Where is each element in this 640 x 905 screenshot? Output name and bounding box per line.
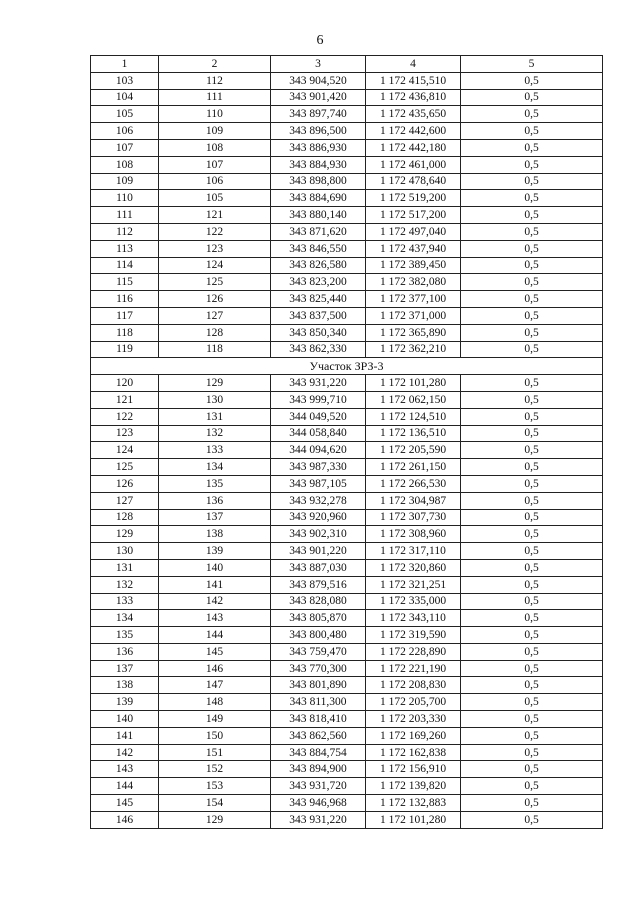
source-point-cell: 150 [159, 727, 271, 744]
table-row [91, 89, 603, 106]
accuracy-cell: 0,5 [461, 341, 603, 358]
x-coordinate-cell: 343 901,420 [271, 89, 366, 106]
table-row [91, 593, 603, 610]
source-point-cell: 107 [159, 156, 271, 173]
table-row [91, 425, 603, 442]
accuracy-cell: 0,5 [461, 593, 603, 610]
point-number-cell: 129 [91, 526, 159, 543]
table-row [91, 727, 603, 744]
point-number-cell: 108 [91, 156, 159, 173]
point-number-cell: 143 [91, 761, 159, 778]
table-row [91, 72, 603, 89]
accuracy-cell: 0,5 [461, 307, 603, 324]
y-coordinate-cell: 1 172 307,730 [366, 509, 461, 526]
table-row [91, 778, 603, 795]
x-coordinate-cell: 343 879,516 [271, 576, 366, 593]
point-number-cell: 113 [91, 240, 159, 257]
point-number-cell: 105 [91, 106, 159, 123]
page-number: 6 [316, 33, 324, 48]
source-point-cell: 142 [159, 593, 271, 610]
x-coordinate-cell: 343 850,340 [271, 324, 366, 341]
x-coordinate-cell: 343 884,690 [271, 190, 366, 207]
y-coordinate-cell: 1 172 205,590 [366, 442, 461, 459]
table-row [91, 492, 603, 509]
x-coordinate-cell: 343 884,930 [271, 156, 366, 173]
table-row [91, 391, 603, 408]
point-number-cell: 132 [91, 576, 159, 593]
point-number-cell: 141 [91, 727, 159, 744]
point-number-cell: 137 [91, 660, 159, 677]
table-row [91, 761, 603, 778]
table-row [91, 223, 603, 240]
y-coordinate-cell: 1 172 382,080 [366, 274, 461, 291]
source-point-cell: 143 [159, 610, 271, 627]
y-coordinate-cell: 1 172 169,260 [366, 727, 461, 744]
x-coordinate-cell: 343 811,300 [271, 694, 366, 711]
table-row [91, 408, 603, 425]
accuracy-cell: 0,5 [461, 795, 603, 812]
accuracy-cell: 0,5 [461, 375, 603, 392]
x-coordinate-cell: 343 901,220 [271, 543, 366, 560]
source-point-cell: 124 [159, 257, 271, 274]
y-coordinate-cell: 1 172 101,280 [366, 375, 461, 392]
table-row [91, 576, 603, 593]
section-title: Участок ЗРЗ-3 [91, 358, 603, 375]
y-coordinate-cell: 1 172 162,838 [366, 744, 461, 761]
y-coordinate-cell: 1 172 461,000 [366, 156, 461, 173]
x-coordinate-cell: 343 897,740 [271, 106, 366, 123]
point-number-cell: 139 [91, 694, 159, 711]
y-coordinate-cell: 1 172 261,150 [366, 459, 461, 476]
point-number-cell: 103 [91, 72, 159, 89]
accuracy-cell: 0,5 [461, 459, 603, 476]
y-coordinate-cell: 1 172 062,150 [366, 391, 461, 408]
x-coordinate-cell: 343 826,580 [271, 257, 366, 274]
table-row [91, 106, 603, 123]
column-header: 5 [461, 56, 603, 73]
table-row [91, 459, 603, 476]
table-row [91, 694, 603, 711]
source-point-cell: 127 [159, 307, 271, 324]
point-number-cell: 127 [91, 492, 159, 509]
accuracy-cell: 0,5 [461, 475, 603, 492]
point-number-cell: 111 [91, 207, 159, 224]
point-number-cell: 145 [91, 795, 159, 812]
point-number-cell: 138 [91, 677, 159, 694]
table-row [91, 475, 603, 492]
accuracy-cell: 0,5 [461, 106, 603, 123]
source-point-cell: 147 [159, 677, 271, 694]
accuracy-cell: 0,5 [461, 190, 603, 207]
accuracy-cell: 0,5 [461, 223, 603, 240]
point-number-cell: 116 [91, 291, 159, 308]
source-point-cell: 152 [159, 761, 271, 778]
source-point-cell: 135 [159, 475, 271, 492]
accuracy-cell: 0,5 [461, 711, 603, 728]
accuracy-cell: 0,5 [461, 694, 603, 711]
column-header: 1 [91, 56, 159, 73]
accuracy-cell: 0,5 [461, 509, 603, 526]
source-point-cell: 133 [159, 442, 271, 459]
y-coordinate-cell: 1 172 228,890 [366, 643, 461, 660]
point-number-cell: 118 [91, 324, 159, 341]
accuracy-cell: 0,5 [461, 442, 603, 459]
table-row [91, 291, 603, 308]
accuracy-cell: 0,5 [461, 643, 603, 660]
x-coordinate-cell: 343 805,870 [271, 610, 366, 627]
source-point-cell: 148 [159, 694, 271, 711]
source-point-cell: 134 [159, 459, 271, 476]
column-header: 3 [271, 56, 366, 73]
x-coordinate-cell: 343 828,080 [271, 593, 366, 610]
source-point-cell: 111 [159, 89, 271, 106]
point-number-cell: 104 [91, 89, 159, 106]
accuracy-cell: 0,5 [461, 811, 603, 828]
table-row [91, 677, 603, 694]
accuracy-cell: 0,5 [461, 240, 603, 257]
y-coordinate-cell: 1 172 435,650 [366, 106, 461, 123]
y-coordinate-cell: 1 172 377,100 [366, 291, 461, 308]
y-coordinate-cell: 1 172 266,530 [366, 475, 461, 492]
point-number-cell: 109 [91, 173, 159, 190]
accuracy-cell: 0,5 [461, 543, 603, 560]
y-coordinate-cell: 1 172 139,820 [366, 778, 461, 795]
accuracy-cell: 0,5 [461, 257, 603, 274]
source-point-cell: 123 [159, 240, 271, 257]
x-coordinate-cell: 344 094,620 [271, 442, 366, 459]
y-coordinate-cell: 1 172 205,700 [366, 694, 461, 711]
accuracy-cell: 0,5 [461, 156, 603, 173]
y-coordinate-cell: 1 172 478,640 [366, 173, 461, 190]
table-row [91, 610, 603, 627]
table-row [91, 543, 603, 560]
x-coordinate-cell: 343 871,620 [271, 223, 366, 240]
x-coordinate-cell: 343 800,480 [271, 627, 366, 644]
y-coordinate-cell: 1 172 319,590 [366, 627, 461, 644]
accuracy-cell: 0,5 [461, 727, 603, 744]
point-number-cell: 120 [91, 375, 159, 392]
point-number-cell: 135 [91, 627, 159, 644]
table-row [91, 190, 603, 207]
table-row [91, 123, 603, 140]
point-number-cell: 115 [91, 274, 159, 291]
x-coordinate-cell: 343 862,330 [271, 341, 366, 358]
table-row [91, 711, 603, 728]
table-row [91, 341, 603, 358]
x-coordinate-cell: 343 823,200 [271, 274, 366, 291]
point-number-cell: 134 [91, 610, 159, 627]
accuracy-cell: 0,5 [461, 610, 603, 627]
x-coordinate-cell: 343 886,930 [271, 139, 366, 156]
accuracy-cell: 0,5 [461, 660, 603, 677]
source-point-cell: 138 [159, 526, 271, 543]
accuracy-cell: 0,5 [461, 408, 603, 425]
source-point-cell: 122 [159, 223, 271, 240]
y-coordinate-cell: 1 172 335,000 [366, 593, 461, 610]
column-header: 2 [159, 56, 271, 73]
table-row [91, 207, 603, 224]
source-point-cell: 137 [159, 509, 271, 526]
y-coordinate-cell: 1 172 442,600 [366, 123, 461, 140]
source-point-cell: 140 [159, 559, 271, 576]
x-coordinate-cell: 343 884,754 [271, 744, 366, 761]
y-coordinate-cell: 1 172 415,510 [366, 72, 461, 89]
point-number-cell: 130 [91, 543, 159, 560]
source-point-cell: 154 [159, 795, 271, 812]
source-point-cell: 151 [159, 744, 271, 761]
y-coordinate-cell: 1 172 343,110 [366, 610, 461, 627]
accuracy-cell: 0,5 [461, 291, 603, 308]
point-number-cell: 131 [91, 559, 159, 576]
x-coordinate-cell: 343 904,520 [271, 72, 366, 89]
table-row [91, 643, 603, 660]
point-number-cell: 119 [91, 341, 159, 358]
table-row [91, 257, 603, 274]
table-row [91, 324, 603, 341]
y-coordinate-cell: 1 172 208,830 [366, 677, 461, 694]
source-point-cell: 132 [159, 425, 271, 442]
x-coordinate-cell: 343 880,140 [271, 207, 366, 224]
point-number-cell: 123 [91, 425, 159, 442]
table-row [91, 811, 603, 828]
y-coordinate-cell: 1 172 308,960 [366, 526, 461, 543]
point-number-cell: 140 [91, 711, 159, 728]
accuracy-cell: 0,5 [461, 207, 603, 224]
accuracy-cell: 0,5 [461, 492, 603, 509]
accuracy-cell: 0,5 [461, 173, 603, 190]
x-coordinate-cell: 343 946,968 [271, 795, 366, 812]
source-point-cell: 145 [159, 643, 271, 660]
y-coordinate-cell: 1 172 101,280 [366, 811, 461, 828]
y-coordinate-cell: 1 172 365,890 [366, 324, 461, 341]
accuracy-cell: 0,5 [461, 761, 603, 778]
y-coordinate-cell: 1 172 371,000 [366, 307, 461, 324]
x-coordinate-cell: 343 987,105 [271, 475, 366, 492]
x-coordinate-cell: 344 058,840 [271, 425, 366, 442]
table-row [91, 274, 603, 291]
table-header-row [91, 56, 603, 73]
source-point-cell: 129 [159, 811, 271, 828]
source-point-cell: 136 [159, 492, 271, 509]
source-point-cell: 125 [159, 274, 271, 291]
x-coordinate-cell: 343 987,330 [271, 459, 366, 476]
y-coordinate-cell: 1 172 437,940 [366, 240, 461, 257]
y-coordinate-cell: 1 172 156,910 [366, 761, 461, 778]
y-coordinate-cell: 1 172 304,987 [366, 492, 461, 509]
x-coordinate-cell: 343 846,550 [271, 240, 366, 257]
table-row [91, 526, 603, 543]
accuracy-cell: 0,5 [461, 559, 603, 576]
point-number-cell: 107 [91, 139, 159, 156]
point-number-cell: 125 [91, 459, 159, 476]
x-coordinate-cell: 343 896,500 [271, 123, 366, 140]
source-point-cell: 109 [159, 123, 271, 140]
accuracy-cell: 0,5 [461, 324, 603, 341]
table-row [91, 139, 603, 156]
table-row [91, 559, 603, 576]
source-point-cell: 141 [159, 576, 271, 593]
source-point-cell: 131 [159, 408, 271, 425]
point-number-cell: 112 [91, 223, 159, 240]
accuracy-cell: 0,5 [461, 274, 603, 291]
accuracy-cell: 0,5 [461, 72, 603, 89]
y-coordinate-cell: 1 172 221,190 [366, 660, 461, 677]
point-number-cell: 122 [91, 408, 159, 425]
y-coordinate-cell: 1 172 321,251 [366, 576, 461, 593]
point-number-cell: 144 [91, 778, 159, 795]
y-coordinate-cell: 1 172 497,040 [366, 223, 461, 240]
y-coordinate-cell: 1 172 203,330 [366, 711, 461, 728]
point-number-cell: 136 [91, 643, 159, 660]
source-point-cell: 105 [159, 190, 271, 207]
accuracy-cell: 0,5 [461, 627, 603, 644]
accuracy-cell: 0,5 [461, 123, 603, 140]
source-point-cell: 110 [159, 106, 271, 123]
y-coordinate-cell: 1 172 519,200 [366, 190, 461, 207]
source-point-cell: 149 [159, 711, 271, 728]
source-point-cell: 153 [159, 778, 271, 795]
source-point-cell: 128 [159, 324, 271, 341]
accuracy-cell: 0,5 [461, 778, 603, 795]
point-number-cell: 121 [91, 391, 159, 408]
source-point-cell: 126 [159, 291, 271, 308]
source-point-cell: 146 [159, 660, 271, 677]
y-coordinate-cell: 1 172 320,860 [366, 559, 461, 576]
source-point-cell: 108 [159, 139, 271, 156]
column-header: 4 [366, 56, 461, 73]
x-coordinate-cell: 343 999,710 [271, 391, 366, 408]
table-row [91, 375, 603, 392]
point-number-cell: 146 [91, 811, 159, 828]
x-coordinate-cell: 343 932,278 [271, 492, 366, 509]
source-point-cell: 139 [159, 543, 271, 560]
accuracy-cell: 0,5 [461, 89, 603, 106]
y-coordinate-cell: 1 172 136,510 [366, 425, 461, 442]
table-row [91, 795, 603, 812]
table-row [91, 307, 603, 324]
accuracy-cell: 0,5 [461, 526, 603, 543]
accuracy-cell: 0,5 [461, 576, 603, 593]
x-coordinate-cell: 343 920,960 [271, 509, 366, 526]
section-row [91, 358, 603, 375]
accuracy-cell: 0,5 [461, 677, 603, 694]
x-coordinate-cell: 343 759,470 [271, 643, 366, 660]
point-number-cell: 114 [91, 257, 159, 274]
y-coordinate-cell: 1 172 442,180 [366, 139, 461, 156]
table-row [91, 627, 603, 644]
source-point-cell: 130 [159, 391, 271, 408]
x-coordinate-cell: 343 898,800 [271, 173, 366, 190]
source-point-cell: 112 [159, 72, 271, 89]
x-coordinate-cell: 344 049,520 [271, 408, 366, 425]
x-coordinate-cell: 343 902,310 [271, 526, 366, 543]
table-row [91, 442, 603, 459]
accuracy-cell: 0,5 [461, 744, 603, 761]
source-point-cell: 118 [159, 341, 271, 358]
x-coordinate-cell: 343 770,300 [271, 660, 366, 677]
y-coordinate-cell: 1 172 436,810 [366, 89, 461, 106]
y-coordinate-cell: 1 172 362,210 [366, 341, 461, 358]
accuracy-cell: 0,5 [461, 425, 603, 442]
x-coordinate-cell: 343 862,560 [271, 727, 366, 744]
point-number-cell: 117 [91, 307, 159, 324]
y-coordinate-cell: 1 172 317,110 [366, 543, 461, 560]
table-row [91, 509, 603, 526]
point-number-cell: 124 [91, 442, 159, 459]
table-row [91, 660, 603, 677]
source-point-cell: 129 [159, 375, 271, 392]
x-coordinate-cell: 343 801,890 [271, 677, 366, 694]
y-coordinate-cell: 1 172 132,883 [366, 795, 461, 812]
x-coordinate-cell: 343 931,220 [271, 375, 366, 392]
x-coordinate-cell: 343 887,030 [271, 559, 366, 576]
y-coordinate-cell: 1 172 389,450 [366, 257, 461, 274]
x-coordinate-cell: 343 931,220 [271, 811, 366, 828]
point-number-cell: 133 [91, 593, 159, 610]
x-coordinate-cell: 343 818,410 [271, 711, 366, 728]
accuracy-cell: 0,5 [461, 139, 603, 156]
x-coordinate-cell: 343 894,900 [271, 761, 366, 778]
point-number-cell: 128 [91, 509, 159, 526]
table-row [91, 744, 603, 761]
y-coordinate-cell: 1 172 124,510 [366, 408, 461, 425]
table-row [91, 240, 603, 257]
source-point-cell: 106 [159, 173, 271, 190]
table-row [91, 173, 603, 190]
point-number-cell: 142 [91, 744, 159, 761]
coordinates-table [90, 55, 603, 829]
point-number-cell: 106 [91, 123, 159, 140]
y-coordinate-cell: 1 172 517,200 [366, 207, 461, 224]
x-coordinate-cell: 343 931,720 [271, 778, 366, 795]
table-row [91, 156, 603, 173]
x-coordinate-cell: 343 825,440 [271, 291, 366, 308]
point-number-cell: 110 [91, 190, 159, 207]
point-number-cell: 126 [91, 475, 159, 492]
source-point-cell: 144 [159, 627, 271, 644]
source-point-cell: 121 [159, 207, 271, 224]
x-coordinate-cell: 343 837,500 [271, 307, 366, 324]
accuracy-cell: 0,5 [461, 391, 603, 408]
